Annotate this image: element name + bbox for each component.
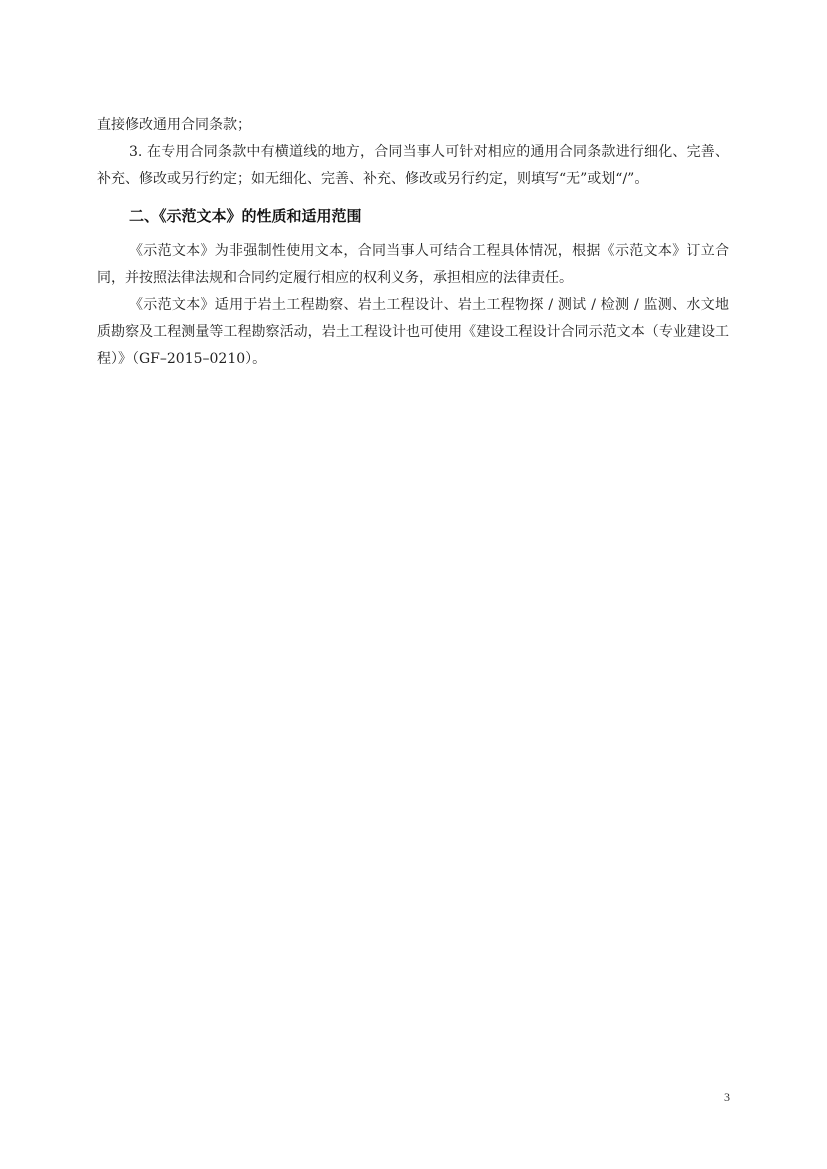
paragraph-scope: 《示范文本》适用于岩土工程勘察、岩土工程设计、岩土工程物探 / 测试 / 检测 / 监测、水文地质勘察及工程测量等工程勘察活动，岩土工程设计也可使用《建设工程设计合同示范文本（专业建设工程）》（GF–2015–0210）。 [97,297,729,367]
paragraph-item-3: 3. 在专用合同条款中有横道线的地方，合同当事人可针对相应的通用合同条款进行细化、完善、补充、修改或另行约定；如无细化、完善、补充、修改或另行约定，则填写“无”或划“/”。 [97,144,729,187]
paragraph-continuation: 直接修改通用合同条款； [97,117,251,133]
document-page [97,112,729,373]
page-number: 3 [724,1090,730,1104]
paragraph-nature: 《示范文本》为非强制性使用文本，合同当事人可结合工程具体情况，根据《示范文本》订立合同，并按照法律法规和合同约定履行相应的权利义务，承担相应的法律责任。 [97,243,729,286]
section-heading: 二、《示范文本》的性质和适用范围 [129,207,362,225]
